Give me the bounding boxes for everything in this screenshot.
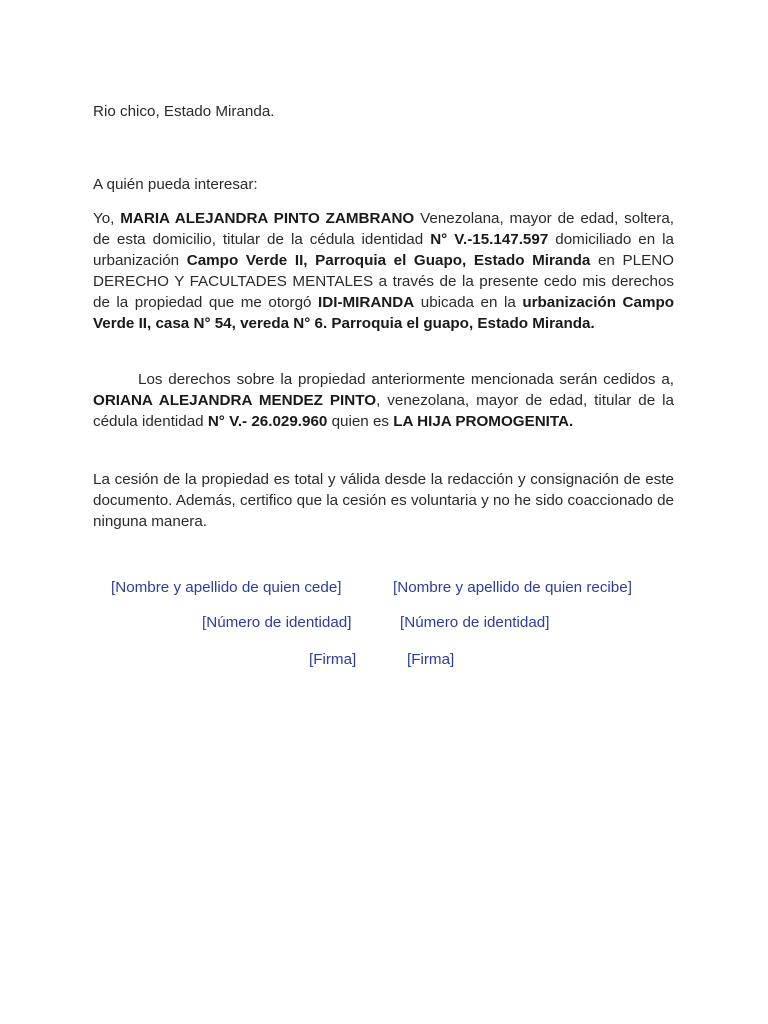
p1-text-4: en PLENO DERECHO Y FACULTADES MENTALES a través de la presente cedo mis derechos de la propiedad que me otorgó — [93, 252, 674, 311]
grantor-address: Campo Verde II, Parroquia el Guapo, Estado Miranda — [186, 252, 591, 269]
place-date: Rio chico, Estado Miranda. — [93, 103, 275, 120]
p1-text-2: Venezolana, mayor de edad, soltera, de esta domicilio, titular de la cédula identidad — [93, 210, 674, 248]
giver-id-placeholder: [Número de identidad] — [202, 614, 352, 631]
receiver-signature-placeholder: [Firma] — [407, 651, 455, 668]
p1-text-5: ubicada en la — [414, 294, 523, 311]
grantor-id: N° V.-15.147.597 — [430, 231, 549, 248]
p2-text-1: Los derechos sobre la propiedad anteriormente mencionada serán cedidos a, — [138, 371, 674, 388]
p2-text-3: quien es — [327, 413, 394, 430]
p1-text-3: domiciliado en la urbanización — [93, 231, 674, 269]
recipient-relation: LA HIJA PROMOGENITA. — [393, 413, 574, 430]
paragraph-recipient — [93, 369, 674, 432]
giver-name-placeholder: [Nombre y apellido de quien cede] — [111, 579, 342, 596]
property-address: urbanización Campo Verde II, casa N° 54, vereda N° 6. Parroquia el guapo, Estado Miranda. — [93, 294, 674, 332]
grantor-name: MARIA ALEJANDRA PINTO ZAMBRANO — [120, 210, 415, 227]
giver-signature-placeholder: [Firma] — [309, 651, 357, 668]
granting-entity: IDI-MIRANDA — [318, 294, 415, 311]
recipient-name: ORIANA ALEJANDRA MENDEZ PINTO — [93, 392, 377, 409]
recipient-id: N° V.- 26.029.960 — [207, 413, 328, 430]
p1-text-1: Yo, — [93, 210, 121, 227]
paragraph-statement: La cesión de la propiedad es total y válida desde la redacción y consignación de este documento. Además, certifico que la cesión es voluntaria y no he sido coaccionado de ninguna manera. — [93, 471, 674, 530]
paragraph-grantor — [93, 208, 674, 334]
receiver-id-placeholder: [Número de identidad] — [400, 614, 550, 631]
receiver-name-placeholder: [Nombre y apellido de quien recibe] — [393, 579, 632, 596]
p2-text-2: , venezolana, mayor de edad, titular de la cédula identidad — [93, 392, 674, 430]
greeting: A quién pueda interesar: — [93, 176, 258, 193]
